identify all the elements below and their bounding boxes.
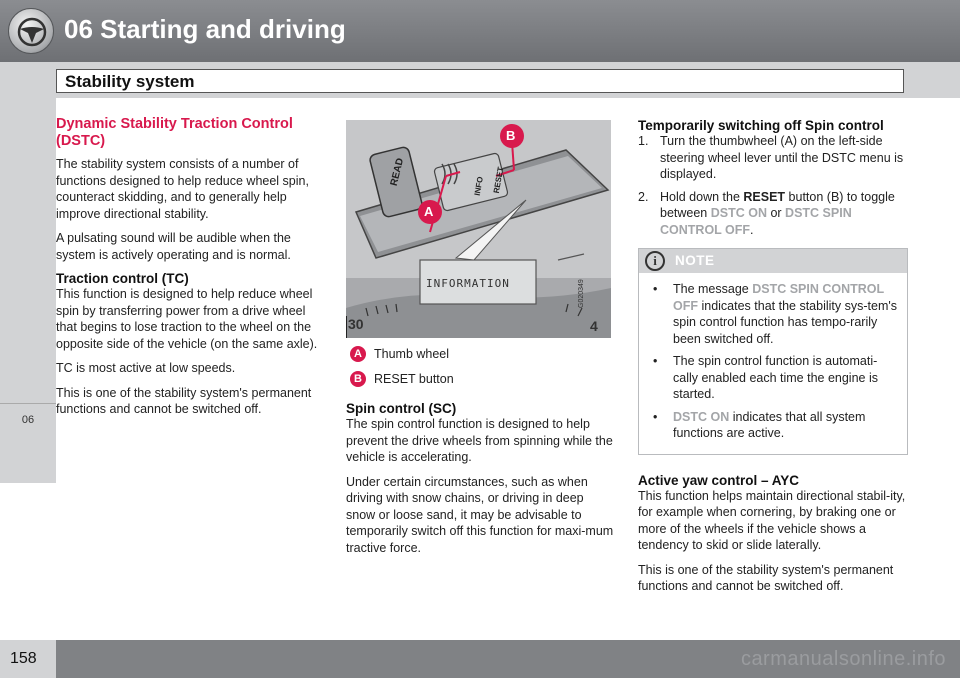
note-box xyxy=(638,248,908,455)
sc-paragraph-2: Under certain circumstances, such as when driving with snow chains, or driving in deep snow or loose sand, it may be advisable to temporarily switch off this function for maxi-mum tractive force. xyxy=(346,474,614,555)
switch-off-heading: Temporarily switching off Spin control xyxy=(638,118,884,133)
section-bar xyxy=(56,69,904,93)
dstc-heading: Dynamic Stability Traction Control (DSTC) xyxy=(56,116,293,149)
ayc-heading: Active yaw control – AYC xyxy=(638,472,800,488)
side-tab-label: 06 xyxy=(21,414,35,426)
step-1-number: 1. xyxy=(638,134,649,148)
tc-paragraph-1: This function is designed to help reduce wheel spin by transferring power from a drive wheel that begins to lose traction to the wheel on the opposite side of the vehicle (on the same axle). xyxy=(56,287,318,351)
switch-off-steps xyxy=(638,133,908,238)
section-header xyxy=(0,62,960,98)
callout-a-badge: A xyxy=(350,346,366,362)
dstc-on-value: DSTC ON xyxy=(710,206,767,220)
ayc-paragraph-2: This is one of the stability system's permanent functions and cannot be switched off. xyxy=(638,562,894,593)
step-2-text: Hold down the RESET button (B) to toggle between DSTC ON or DSTC SPIN CONTROL OFF. xyxy=(660,189,895,237)
chapter-header xyxy=(0,0,960,62)
sc-heading: Spin control (SC) xyxy=(346,401,457,416)
gauge-right-number: 4 xyxy=(590,318,598,334)
lever-illustration xyxy=(346,120,611,338)
note-item-2: • The spin control function is automati-cally enabled each time the engine is started. xyxy=(647,353,899,403)
step-1-text: Turn the thumbwheel (A) on the left-side steering wheel lever until the DSTC menu is displayed. xyxy=(660,134,904,181)
note-item-3: • DSTC ON indicates that all system functions are active. xyxy=(647,409,899,442)
chapter-side-tab xyxy=(0,98,56,483)
step-2-number: 2. xyxy=(638,189,649,204)
label-a: A xyxy=(424,204,434,219)
column-left xyxy=(56,116,326,426)
callout-a xyxy=(346,346,616,363)
note-header xyxy=(639,249,907,273)
info-label: INFO xyxy=(472,175,485,197)
bullet: • xyxy=(653,354,658,368)
tc-heading: Traction control (TC) xyxy=(56,271,189,286)
note-title: NOTE xyxy=(675,253,715,268)
dstc-paragraph-2: A pulsating sound will be audible when the system is actively operating and is normal. xyxy=(56,231,291,262)
page-number-box xyxy=(0,640,56,678)
column-right xyxy=(638,116,908,603)
dstc-paragraph-1: The stability system consists of a number of functions designed to help reduce wheel spin, counteract skidding, and to generally help improve directional stability. xyxy=(56,157,309,221)
bullet: • xyxy=(653,409,658,424)
bullet: • xyxy=(653,282,658,296)
chapter-title: 06 Starting and driving xyxy=(64,14,346,44)
callout-b-badge: B xyxy=(350,371,366,387)
info-icon: i xyxy=(645,251,665,271)
steering-wheel-icon xyxy=(8,8,54,54)
callout-b xyxy=(346,371,616,388)
column-middle xyxy=(346,120,616,564)
step-1 xyxy=(638,133,908,183)
display-text: INFORMATION xyxy=(426,277,510,290)
tc-paragraph-2: TC is most active at low speeds. xyxy=(56,361,236,375)
sc-paragraph-1: The spin control function is designed to help prevent the drive wheels from spinning while the vehicle is accelerating. xyxy=(346,417,613,464)
side-tab-divider xyxy=(0,403,56,404)
figure-code: G020349 xyxy=(578,279,585,308)
dstc-off-value: DSTC SPIN CONTROL OFF xyxy=(660,206,852,237)
tc-paragraph-3: This is one of the stability system's permanent functions and cannot be switched off. xyxy=(56,385,312,416)
spin-control-off-message: DSTC SPIN CONTROL OFF xyxy=(673,282,884,313)
dstc-on-message: DSTC ON xyxy=(673,409,730,424)
note-item-1: • The message DSTC SPIN CONTROL OFF indicates that the stability sys-tem's spin control function has tempo-rarily been switched off. xyxy=(647,281,899,347)
note-body xyxy=(639,273,907,454)
callout-b-text: RESET button xyxy=(374,371,454,386)
reset-keyword: RESET xyxy=(743,189,786,204)
ayc-paragraph-1: This function helps maintain directional stabil-ity, for example when cornering, by braking one or more of the wheels if the vehicle shows a tendency to skid or slide laterally. xyxy=(638,488,906,552)
callout-a-text: Thumb wheel xyxy=(374,347,450,361)
watermark: carmanualsonline.info xyxy=(740,648,946,670)
label-b: B xyxy=(506,128,516,143)
page-number: 158 xyxy=(10,650,37,667)
gauge-left-number: 30 xyxy=(348,316,364,332)
page-footer xyxy=(0,640,960,678)
step-2 xyxy=(638,189,908,239)
read-button-label: READ xyxy=(388,156,407,188)
section-title: Stability system xyxy=(65,72,195,91)
reset-label: RESET xyxy=(491,166,506,195)
